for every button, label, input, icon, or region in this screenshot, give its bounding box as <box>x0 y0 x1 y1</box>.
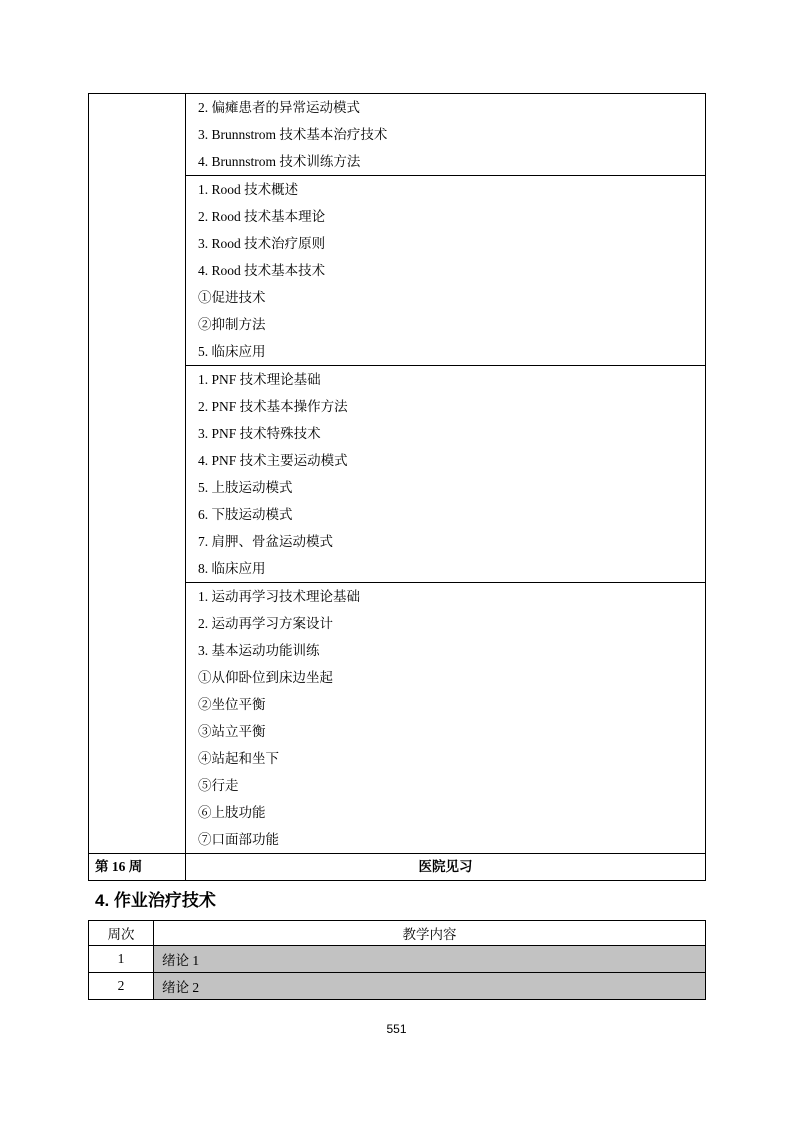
week-column-header: 周次 <box>89 921 154 946</box>
content-cell: 绪论 1 <box>154 946 706 973</box>
table-header-row <box>89 921 706 946</box>
content-line: ②坐位平衡 <box>198 697 266 712</box>
content-line: 2. Rood 技术基本理论 <box>198 209 326 224</box>
page-number: 551 <box>386 1022 407 1036</box>
content-line: ⑤行走 <box>198 778 239 793</box>
week-column-empty-cell <box>89 94 186 854</box>
week-16-label: 第 16 周 <box>89 854 186 881</box>
content-column-header: 教学内容 <box>154 921 706 946</box>
content-line: ⑦口面部功能 <box>198 832 279 847</box>
week-cell: 2 <box>89 973 154 1000</box>
content-line: ⑥上肢功能 <box>198 805 266 820</box>
content-group-cell <box>186 94 706 176</box>
content-group-cell <box>186 366 706 583</box>
content-line: 4. Brunnstrom 技术训练方法 <box>198 154 361 169</box>
content-line: 1. 运动再学习技术理论基础 <box>198 589 360 604</box>
content-line: 2. 运动再学习方案设计 <box>198 616 333 631</box>
content-line: ①促进技术 <box>198 290 266 305</box>
content-cell: 绪论 2 <box>154 973 706 1000</box>
content-line: ③站立平衡 <box>198 724 266 739</box>
content-line: 2. 偏瘫患者的异常运动模式 <box>198 100 360 115</box>
content-line: 4. Rood 技术基本技术 <box>198 263 326 278</box>
content-line: ④站起和坐下 <box>198 751 279 766</box>
content-line: 3. 基本运动功能训练 <box>198 643 320 658</box>
content-line: ①从仰卧位到床边坐起 <box>198 670 333 685</box>
course-schedule-table <box>88 93 706 881</box>
section-heading: 4. 作业治疗技术 <box>95 891 216 910</box>
table-row <box>89 973 706 1000</box>
table-row <box>89 946 706 973</box>
content-line: 3. Rood 技术治疗原则 <box>198 236 326 251</box>
content-group-cell <box>186 176 706 366</box>
teaching-content-table <box>88 920 706 1000</box>
content-line: 7. 肩胛、骨盆运动模式 <box>198 534 333 549</box>
content-line: 3. Brunnstrom 技术基本治疗技术 <box>198 127 388 142</box>
hospital-practice-label: 医院见习 <box>186 854 706 881</box>
content-line: 5. 临床应用 <box>198 344 266 359</box>
content-line: ②抑制方法 <box>198 317 266 332</box>
week-16-row <box>89 854 706 881</box>
table-row <box>89 94 706 176</box>
content-line: 5. 上肢运动模式 <box>198 480 293 495</box>
content-group-cell <box>186 583 706 854</box>
content-line: 1. PNF 技术理论基础 <box>198 372 321 387</box>
content-line: 4. PNF 技术主要运动模式 <box>198 453 348 468</box>
content-line: 8. 临床应用 <box>198 561 266 576</box>
content-line: 6. 下肢运动模式 <box>198 507 293 522</box>
content-line: 2. PNF 技术基本操作方法 <box>198 399 348 414</box>
content-line: 3. PNF 技术特殊技术 <box>198 426 321 441</box>
content-line: 1. Rood 技术概述 <box>198 182 299 197</box>
week-cell: 1 <box>89 946 154 973</box>
